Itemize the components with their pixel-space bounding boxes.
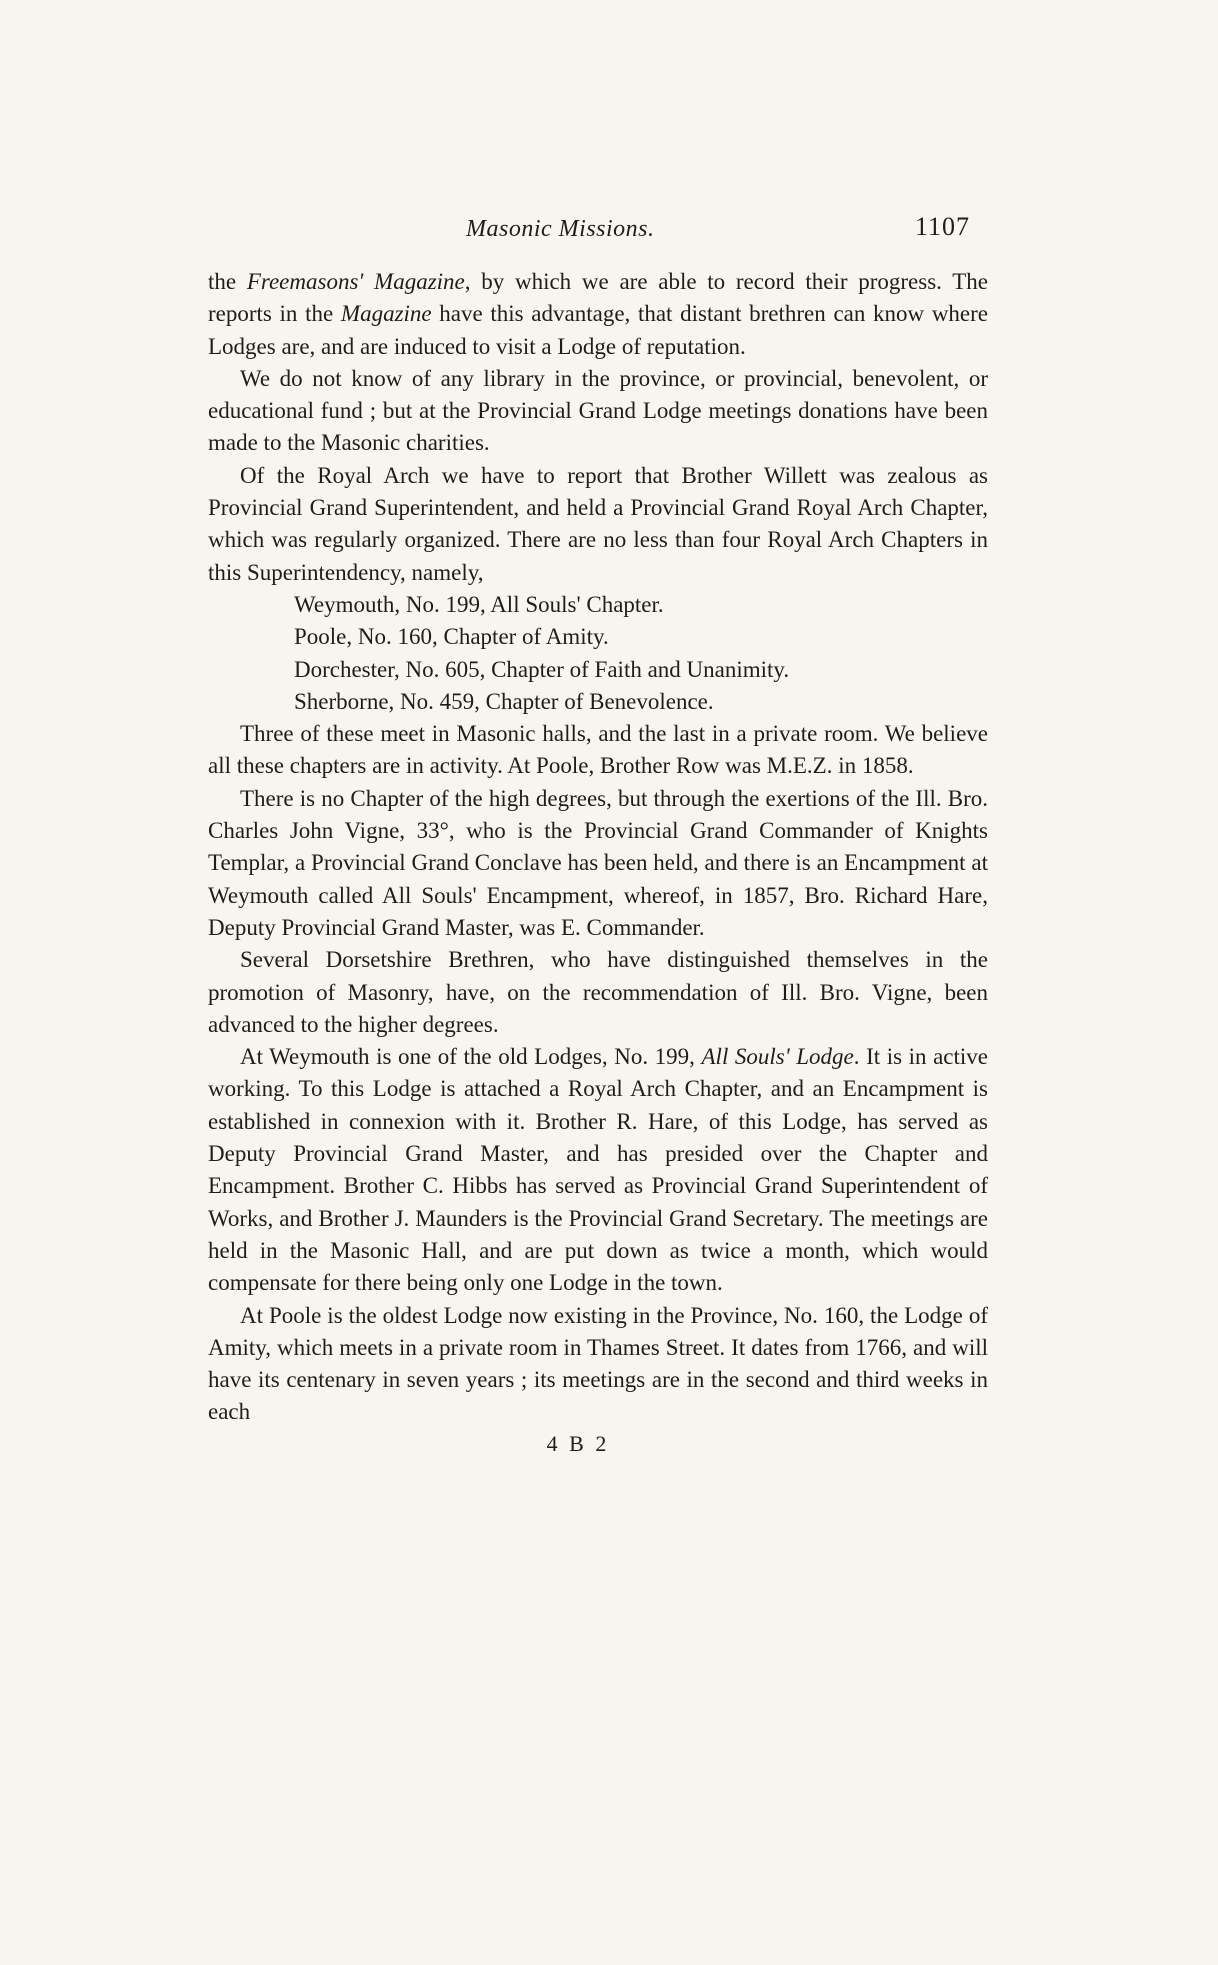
- running-title: Masonic Missions.: [466, 216, 655, 242]
- paragraph: [208, 1041, 988, 1299]
- paragraph: [208, 1300, 988, 1429]
- text-run: We do not know of any library in the province, or provincial, benevolent, or educational fund ; but at the Provincial Grand Lodge meetings donations have been made to the Masonic charities.: [208, 365, 988, 456]
- paragraph: [208, 460, 988, 589]
- text-run: . It is in active working. To this Lodge is attached a Royal Arch Chapter, and an Encampment is established in connexion with it. Brother R. Hare, of this Lodge, has served as Deputy Provincial Grand Master, and has presided over the Chapter and Encampment. Brother C. Hibbs has served as Provincial Grand Superintendent of Works, and Brother J. Maunders is the Provincial Grand Secretary. The meetings are held in the Masonic Hall, and are put down as twice a month, which would compensate for there being only one Lodge in the town.: [208, 1044, 988, 1296]
- paragraph: [208, 718, 988, 783]
- text-run: have this advantage, that distant brethren can know where Lodges are, and are induced to visit a Lodge of reputation.: [208, 301, 989, 359]
- paragraphs-before-list: [208, 266, 988, 589]
- chapter-list-item: Weymouth, No. 199, All Souls' Chapter.: [294, 591, 664, 617]
- text-run: At Weymouth is one of the old Lodges, No. 199,: [240, 1044, 702, 1070]
- text-run: the: [208, 269, 247, 294]
- italic-text: All Souls' Lodge: [701, 1044, 854, 1070]
- text-run: Three of these meet in Masonic halls, and the last in a private room. We believe all these chapters are in activity. At Poole, Brother Row was M.E.Z. in 1858.: [208, 721, 988, 779]
- text-run: , by which we are able to record their progress. The reports in the: [208, 269, 988, 327]
- paragraph: [208, 266, 988, 363]
- paragraphs-after-list: [208, 718, 988, 1429]
- chapter-list: [208, 589, 988, 718]
- paragraph: [208, 944, 988, 1041]
- chapter-list-item: Poole, No. 160, Chapter of Amity.: [294, 624, 609, 650]
- running-head: [208, 212, 988, 252]
- body-text: [208, 266, 988, 1429]
- text-run: Of the Royal Arch we have to report that Brother Willett was zealous as Provincial Grand Superintendent, and held a Provincial Grand Royal Arch Chapter, which was regularly organized. There are no less than four Royal Arch Chapters in this Superintendency, namely,: [208, 462, 988, 585]
- text-run: At Poole is the oldest Lodge now existing in the Province, No. 160, the Lodge of Amity, which meets in a private room in Thames Street. It dates from 1766, and will have its centenary in seven years ; its meetings are in the second and third weeks in each: [208, 1302, 988, 1425]
- chapter-list-item: Sherborne, No. 459, Chapter of Benevolence.: [294, 688, 714, 714]
- chapter-list-item: Dorchester, No. 605, Chapter of Faith and Unanimity.: [294, 656, 790, 682]
- page: [208, 212, 988, 1457]
- italic-text: Magazine: [340, 301, 432, 327]
- text-run: There is no Chapter of the high degrees, but through the exertions of the Ill. Bro. Charles John Vigne, 33°, who is the Provincial Grand Commander of Knights Templar, a Provincial Grand Conclave has been held, and there is an Encampment at Weymouth called All Souls' Encampment, whereof, in 1857, Bro. Richard Hare, Deputy Provincial Grand Master, was E. Commander.: [208, 785, 988, 940]
- text-run: Several Dorsetshire Brethren, who have distinguished themselves in the promotion of Masonry, have, on the recommendation of Ill. Bro. Vigne, been advanced to the higher degrees.: [208, 947, 988, 1037]
- page-number: 1107: [914, 212, 970, 241]
- italic-text: Freemasons' Magazine: [246, 269, 465, 294]
- signature-mark: 4 B 2: [546, 1430, 610, 1456]
- paragraph: [208, 363, 988, 460]
- paragraph: [208, 783, 988, 944]
